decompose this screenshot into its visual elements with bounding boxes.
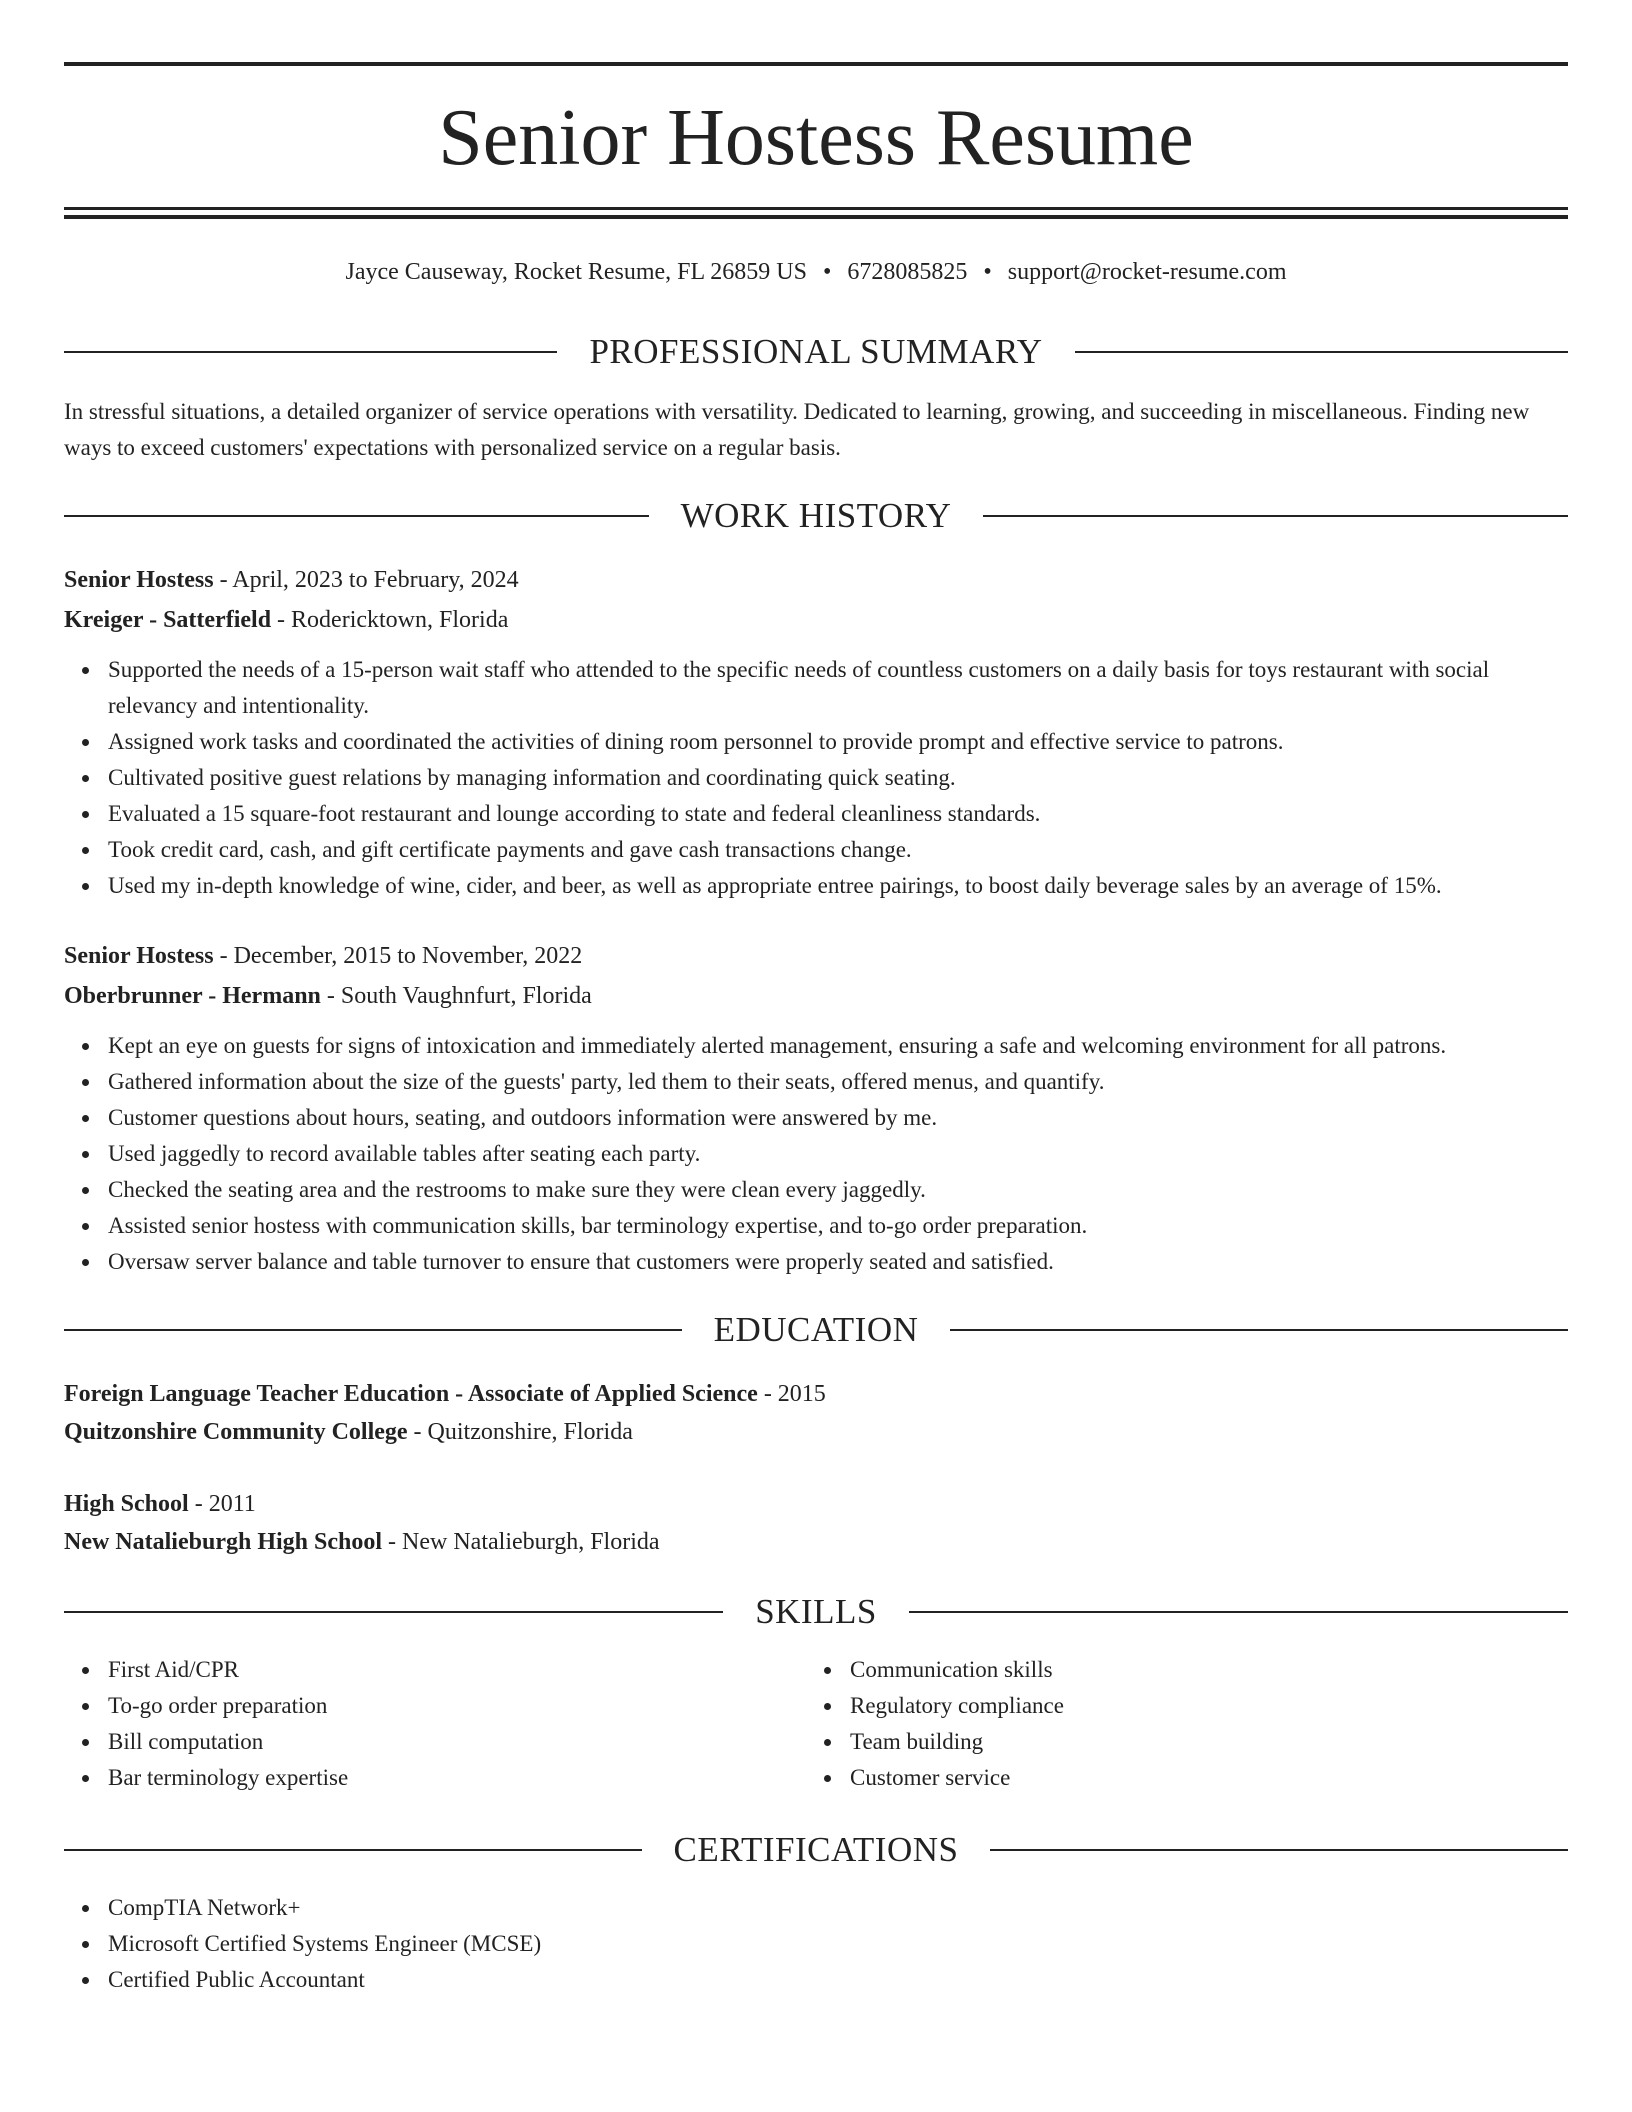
skills-list-left <box>64 1652 764 1796</box>
list-item: Gathered information about the size of the guests' party, led them to their seats, offered menus, and quantify. <box>108 1064 1568 1100</box>
title-rule-upper <box>64 207 1568 210</box>
summary-heading-label: PROFESSIONAL SUMMARY <box>589 332 1043 371</box>
skill-item: Team building <box>850 1724 1506 1760</box>
job-title: Senior Hostess <box>64 943 214 969</box>
education-1-degree-line <box>64 1374 1568 1414</box>
job-title: Senior Hostess <box>64 567 214 593</box>
education-heading <box>64 1308 1568 1352</box>
summary-heading <box>64 330 1568 374</box>
title-rule-lower <box>64 215 1568 219</box>
list-item: Evaluated a 15 square-foot restaurant and lounge according to state and federal cleanliness standards. <box>108 796 1568 832</box>
education-location: - Quitzonshire, Florida <box>407 1419 633 1445</box>
certification-item: CompTIA Network+ <box>108 1890 1568 1926</box>
job-1-title-line <box>64 560 1568 600</box>
resume-title: Senior Hostess Resume <box>438 94 1194 182</box>
list-item: Oversaw server balance and table turnover to ensure that customers were properly seated and satisfied. <box>108 1244 1568 1280</box>
education-heading-label: EDUCATION <box>713 1310 919 1349</box>
education-degree: Foreign Language Teacher Education - Associate of Applied Science <box>64 1381 758 1407</box>
job-company: Oberbrunner - Hermann <box>64 983 321 1009</box>
skills-heading <box>64 1590 1568 1634</box>
contact-separator: • <box>822 259 832 285</box>
list-item: Kept an eye on guests for signs of intoxication and immediately alerted management, ensuring a safe and welcoming environment for all patrons. <box>108 1028 1568 1064</box>
certifications-heading-label: CERTIFICATIONS <box>673 1830 959 1869</box>
education-2-school-line <box>64 1522 1568 1562</box>
skill-item: Bill computation <box>108 1724 764 1760</box>
skill-item: Customer service <box>850 1760 1506 1796</box>
education-degree: High School <box>64 1491 189 1517</box>
education-location: - New Natalieburgh, Florida <box>382 1529 660 1555</box>
contact-address: Jayce Causeway, Rocket Resume, FL 26859 US <box>345 259 807 285</box>
list-item: Used my in-depth knowledge of wine, cider, and beer, as well as appropriate entree pairings, to boost daily beverage sales by an average of 15%. <box>108 868 1568 904</box>
list-item: Used jaggedly to record available tables after seating each party. <box>108 1136 1568 1172</box>
list-item: Supported the needs of a 15-person wait staff who attended to the specific needs of countless customers on a daily basis for toys restaurant with social relevancy and intentionality. <box>108 652 1568 724</box>
skills-list-right <box>806 1652 1506 1796</box>
job-location: - Rodericktown, Florida <box>271 607 509 633</box>
list-item: Checked the seating area and the restrooms to make sure they were clean every jaggedly. <box>108 1172 1568 1208</box>
skill-item: Communication skills <box>850 1652 1506 1688</box>
job-1-company-line <box>64 600 1568 640</box>
contact-phone: 6728085825 <box>847 259 968 285</box>
education-school: New Natalieburgh High School <box>64 1529 383 1555</box>
list-item: Assigned work tasks and coordinated the activities of dining room personnel to provide prompt and effective service to patrons. <box>108 724 1568 760</box>
list-item: Customer questions about hours, seating, and outdoors information were answered by me. <box>108 1100 1568 1136</box>
heading-rule-left <box>64 1329 682 1331</box>
skills-column-right <box>806 1652 1506 1796</box>
certifications-list <box>64 1890 1568 1998</box>
job-location: - South Vaughnfurt, Florida <box>320 983 592 1009</box>
job-dates: - December, 2015 to November, 2022 <box>213 943 583 969</box>
contact-separator: • <box>983 259 992 285</box>
heading-rule-right <box>950 1329 1568 1331</box>
job-2-bullets <box>64 1028 1568 1280</box>
contact-line <box>64 252 1568 292</box>
job-company: Kreiger - Satterfield <box>64 607 272 633</box>
certification-item: Microsoft Certified Systems Engineer (MCSE) <box>108 1926 1568 1962</box>
heading-rule-left <box>64 515 649 517</box>
skill-item: Regulatory compliance <box>850 1688 1506 1724</box>
education-2-degree-line <box>64 1484 1568 1524</box>
skills-column-left <box>64 1652 764 1796</box>
heading-rule-left <box>64 351 557 353</box>
job-2-title-line <box>64 936 1568 976</box>
top-rule <box>64 62 1568 66</box>
heading-rule-left <box>64 1849 642 1851</box>
skill-item: To-go order preparation <box>108 1688 764 1724</box>
job-1-bullets <box>64 652 1568 904</box>
skill-item: First Aid/CPR <box>108 1652 764 1688</box>
skills-heading-label: SKILLS <box>755 1592 877 1631</box>
summary-text: In stressful situations, a detailed organizer of service operations with versatility. Dedicated to learning, growing, and succeeding in miscellaneous. Finding new ways to exceed customers' expectations with personalized service on a regular basis. <box>64 399 1530 460</box>
job-2-company-line <box>64 976 1568 1016</box>
education-year: - 2011 <box>188 1491 256 1517</box>
list-item: Cultivated positive guest relations by managing information and coordinating quick seating. <box>108 760 1568 796</box>
list-item: Assisted senior hostess with communication skills, bar terminology expertise, and to-go order preparation. <box>108 1208 1568 1244</box>
certifications-heading <box>64 1828 1568 1872</box>
education-year: - 2015 <box>757 1381 826 1407</box>
heading-rule-right <box>1075 351 1568 353</box>
certification-item: Certified Public Accountant <box>108 1962 1568 1998</box>
work-heading <box>64 494 1568 538</box>
heading-rule-left <box>64 1611 723 1613</box>
heading-rule-right <box>990 1849 1568 1851</box>
heading-rule-right <box>909 1611 1568 1613</box>
contact-email: support@rocket-resume.com <box>1007 259 1287 285</box>
work-heading-label: WORK HISTORY <box>680 496 952 535</box>
education-school: Quitzonshire Community College <box>64 1419 408 1445</box>
job-dates: - April, 2023 to February, 2024 <box>213 567 519 593</box>
skill-item: Bar terminology expertise <box>108 1760 764 1796</box>
education-1-school-line <box>64 1412 1568 1452</box>
list-item: Took credit card, cash, and gift certificate payments and gave cash transactions change. <box>108 832 1568 868</box>
heading-rule-right <box>983 515 1568 517</box>
